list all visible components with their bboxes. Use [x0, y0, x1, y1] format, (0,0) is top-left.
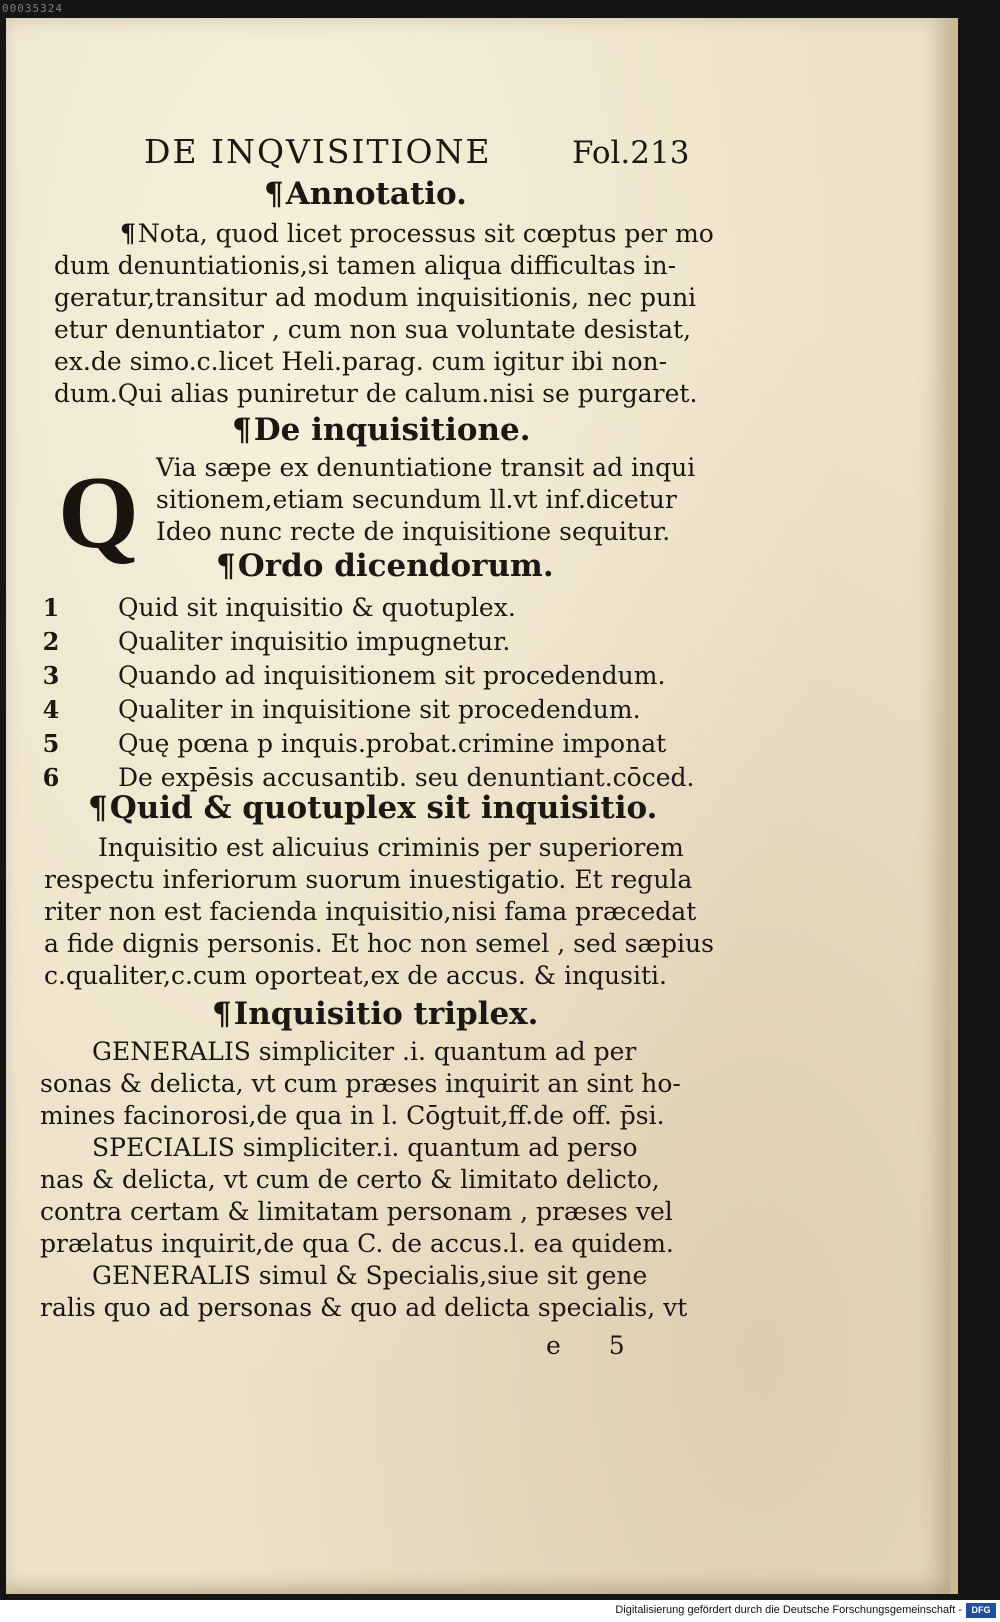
pilcrow-icon: ¶	[212, 996, 232, 1032]
pilcrow-icon: ¶	[264, 176, 284, 212]
text-line: sitionem,etiam secundum ll.vt inf.dicetur	[156, 485, 677, 514]
list-number: 3	[42, 661, 60, 690]
quid-quotuplex-heading-text: Quid & quotuplex sit inquisitio.	[109, 790, 658, 826]
de-inquisitione-heading-text: De inquisitione.	[253, 412, 531, 448]
text-line: GENERALIS simpliciter .i. quantum ad per	[92, 1037, 637, 1066]
list-item: Quę pœna p inquis.probat.crimine imponat	[118, 729, 667, 758]
footer-strip	[0, 1600, 1000, 1622]
signature-mark: e 5	[546, 1331, 645, 1360]
footer-credit: Digitalisierung gefördert durch die Deutsche Forschungsgemeinschaft -	[615, 1604, 962, 1616]
text-line: mines facinorosi,de qua in l. Cōgtuit,ff.de off. p̄si.	[40, 1101, 665, 1130]
text-line: Ideo nunc recte de inquisitione sequitur.	[156, 517, 671, 546]
list-item: Quando ad inquisitionem sit procedendum.	[118, 661, 666, 690]
list-number: 1	[42, 593, 60, 622]
pilcrow-icon: ¶	[88, 790, 108, 826]
triplex-heading-text: Inquisitio triplex.	[233, 996, 539, 1032]
text-line: SPECIALIS simpliciter.i. quantum ad perso	[92, 1133, 638, 1162]
text-line: etur denuntiator , cum non sua voluntate desistat,	[54, 315, 692, 344]
annotatio-heading	[264, 176, 467, 212]
annotatio-heading-text: Annotatio.	[285, 176, 467, 212]
quid-quotuplex-heading	[88, 790, 657, 826]
list-item: Qualiter inquisitio impugnetur.	[118, 627, 511, 656]
pilcrow-icon: ¶	[232, 412, 252, 448]
ordo-heading	[216, 548, 554, 584]
text-line: nas & delicta, vt cum de certo & limitato delicto,	[40, 1165, 660, 1194]
quid-quotuplex-paragraph	[44, 832, 714, 992]
pilcrow-icon: ¶	[120, 219, 136, 248]
text-line: Via sæpe ex denuntiatione transit ad inqui	[156, 453, 696, 482]
list-item: De expēsis accusantib. seu denuntiant.cōced.	[118, 763, 695, 792]
folio-number: Fol.213	[572, 135, 690, 171]
text-line: ralis quo ad personas & quo ad delicta specialis, vt	[40, 1293, 688, 1322]
ordo-heading-text: Ordo dicendorum.	[237, 548, 554, 584]
text-line: prælatus inquirit,de qua C. de accus.l. ea quidem.	[40, 1229, 674, 1258]
de-inquisitione-paragraph	[156, 452, 695, 548]
text-line: geratur,transitur ad modum inquisitionis, nec puni	[54, 283, 697, 312]
pilcrow-icon: ¶	[216, 548, 236, 584]
text-line: Inquisitio est alicuius criminis per superiorem	[98, 833, 684, 862]
book-page	[6, 18, 958, 1594]
text-line: sonas & delicta, vt cum præses inquirit an sint ho-	[40, 1069, 681, 1098]
dfg-logo-icon: DFG	[966, 1603, 996, 1618]
text-line: riter non est facienda inquisitio,nisi fama præcedat	[44, 897, 697, 926]
text-line: dum denuntiationis,si tamen aliqua difficultas in-	[54, 251, 677, 280]
drop-cap-initial: Q	[58, 455, 139, 570]
list-number: 6	[42, 763, 60, 792]
text-line: ¶Nota, quod licet processus sit cœptus per mo	[120, 219, 714, 248]
triplex-heading	[212, 996, 538, 1032]
text-line: respectu inferiorum suorum inuestigatio. Et regula	[44, 865, 693, 894]
text-line: contra certam & limitatam personam , præses vel	[40, 1197, 673, 1226]
annotatio-paragraph	[54, 218, 714, 410]
list-number: 5	[42, 729, 60, 758]
de-inquisitione-heading	[232, 412, 531, 448]
list-item: Qualiter in inquisitione sit procedendum.	[118, 695, 641, 724]
scan-id-label: 00035324	[2, 2, 63, 15]
list-number: 2	[42, 627, 60, 656]
running-head: DE INQVISITIONE	[144, 132, 492, 171]
text-line: ex.de simo.c.licet Heli.parag. cum igitur ibi non-	[54, 347, 668, 376]
list-number: 4	[42, 695, 60, 724]
text-line: GENERALIS simul & Specialis,siue sit gene	[92, 1261, 648, 1290]
text-line: a fide dignis personis. Et hoc non semel , sed sæpius	[44, 929, 714, 958]
list-item: Quid sit inquisitio & quotuplex.	[118, 593, 516, 622]
text-line: c.qualiter,c.cum oporteat,ex de accus. & inqusiti.	[44, 961, 667, 990]
triplex-paragraph	[40, 1036, 687, 1324]
text-line: dum.Qui alias puniretur de calum.nisi se purgaret.	[54, 379, 698, 408]
